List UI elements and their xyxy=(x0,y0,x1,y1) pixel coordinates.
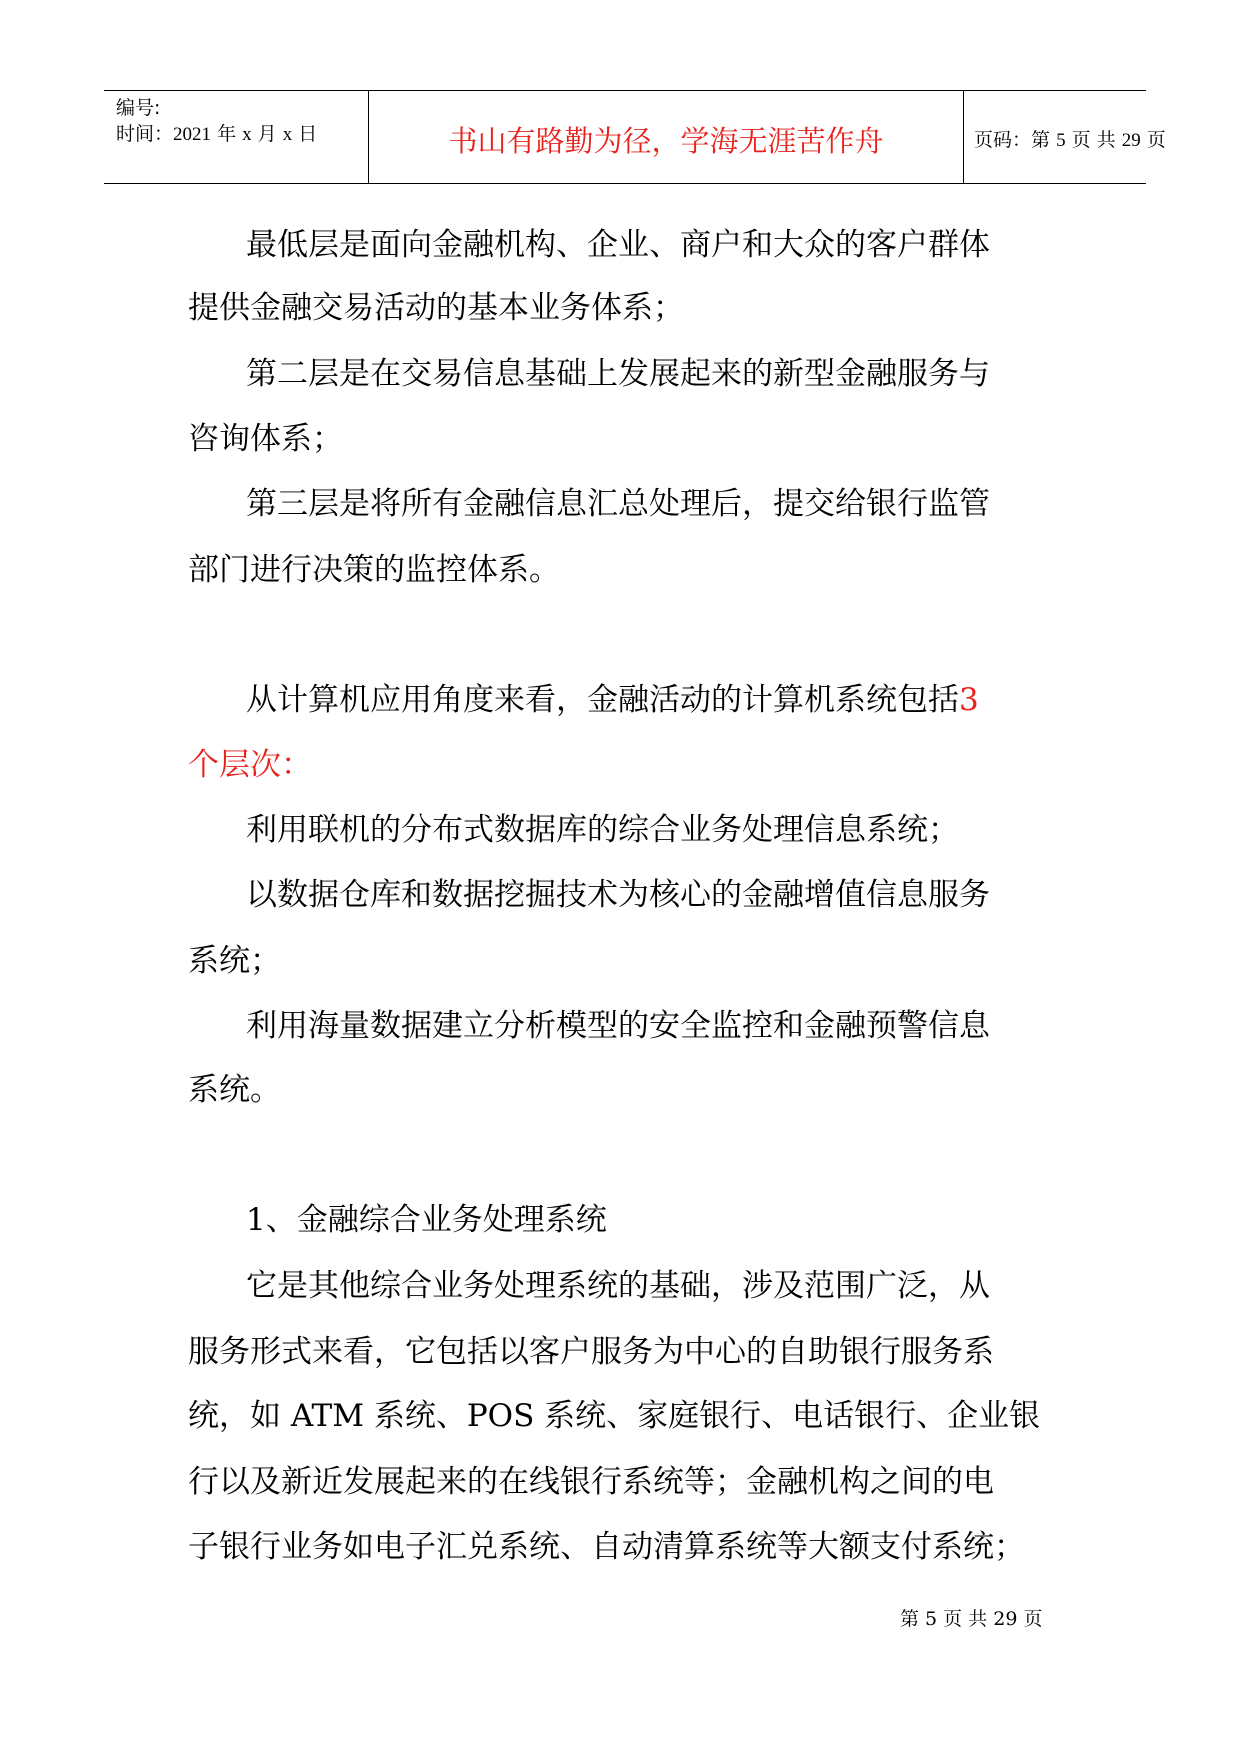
paragraph-line: 子银行业务如电子汇兑系统、自动清算系统等大额支付系统； xyxy=(188,1529,1025,1565)
time-label: 时间： xyxy=(116,123,174,145)
paragraph-line: 部门进行决策的监控体系。 xyxy=(188,552,560,588)
paragraph-line: 提供金融交易活动的基本业务体系； xyxy=(188,290,684,326)
paragraph-text: 从计算机应用角度来看，金融活动的计算机系统包括 xyxy=(246,682,959,718)
serial-label: 编号: xyxy=(116,97,161,119)
paragraph-line: 统，如 ATM 系统、POS 系统、家庭银行、电话银行、企业银 xyxy=(188,1398,1041,1434)
page-total: 29 xyxy=(1121,130,1141,151)
paragraph-line: 最低层是面向金融机构、企业、商户和大众的客户群体 xyxy=(246,227,990,263)
paragraph-line: 利用海量数据建立分析模型的安全监控和金融预警信息 xyxy=(246,1008,990,1044)
paragraph-line: 系统； xyxy=(188,943,281,979)
paragraph-line: 服务形式来看，它包括以客户服务为中心的自助银行服务系 xyxy=(188,1334,994,1370)
paragraph-line xyxy=(246,680,979,720)
highlight-line: 个层次： xyxy=(188,747,312,783)
page-footer: 第 5 页 共 29 页 xyxy=(900,1608,1043,1630)
paragraph-line: 咨询体系； xyxy=(188,421,343,457)
page-end: 页 xyxy=(1146,129,1166,151)
time-month: x xyxy=(242,124,252,145)
paragraph-line: 系统。 xyxy=(188,1072,281,1108)
time-day: x xyxy=(282,124,293,145)
time-year-unit: 年 xyxy=(217,123,237,145)
paragraph-line: 以数据仓库和数据挖掘技术为核心的金融增值信息服务 xyxy=(246,877,990,913)
time-month-unit: 月 xyxy=(257,123,277,145)
header-motto: 书山有路勤为径，学海无涯苦作舟 xyxy=(448,124,884,158)
paragraph-line: 利用联机的分布式数据库的综合业务处理信息系统； xyxy=(246,812,959,848)
paragraph-line: 它是其他综合业务处理系统的基础，涉及范围广泛，从 xyxy=(246,1268,990,1304)
paragraph-line: 行以及新近发展起来的在线银行系统等；金融机构之间的电 xyxy=(188,1464,994,1500)
page-mid: 页 共 xyxy=(1071,129,1116,151)
paragraph-line: 第二层是在交易信息基础上发展起来的新型金融服务与 xyxy=(246,356,990,392)
time-year: 2021 xyxy=(173,124,212,145)
paragraph-line: 第三层是将所有金融信息汇总处理后，提交给银行监管 xyxy=(246,486,990,522)
page-label: 页码：第 xyxy=(974,129,1051,151)
page-number: 5 xyxy=(1056,130,1066,151)
highlight-number: 3 xyxy=(959,682,979,718)
time-day-unit: 日 xyxy=(298,123,318,145)
section-heading: 1、金融综合业务处理系统 xyxy=(246,1202,607,1238)
